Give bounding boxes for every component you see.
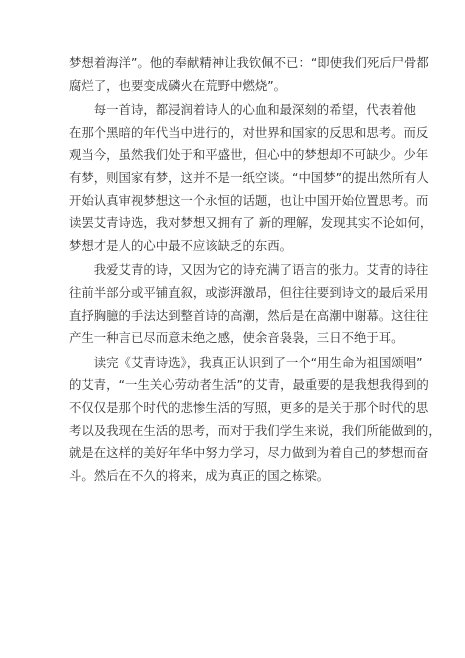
text-line: 腐烂了，也要变成磷火在荒野中燃烧”。	[69, 77, 287, 93]
text-line: 有梦，则国家有梦，这并不是一纸空谈。“中国梦”的提出然所有人	[69, 169, 429, 185]
text-line: 读完《艾青诗选》，我真正认识到了一个“用生命为祖国颂唱”	[69, 354, 423, 370]
paragraph-3	[69, 259, 429, 349]
text-line: 每一首诗，都浸润着诗人的心血和最深刻的希望，代表着他	[69, 102, 416, 118]
text-line: 产生一种言已尽而意未绝之感，使余音袅袅，三日不绝于耳。	[69, 330, 404, 346]
text-line: 考以及我现在生活的思考，而对于我们学生来说，我们所能做到的，	[69, 422, 441, 438]
text-line: 的艾青，“一生关心劳动者生活”的艾青，最重要的是我想我得到的	[69, 377, 429, 393]
text-line: 梦想才是人的心中最不应该缺乏的东西。	[69, 237, 293, 253]
text-line: 读罢艾青诗选，我对梦想又拥有了 新的理解，发现其实不论如何，	[69, 215, 433, 231]
text-line: 我爱艾青的诗，又因为它的诗充满了语言的张力。艾青的诗往	[69, 262, 429, 278]
text-line: 观当今，虽然我们处于和平盛世，但心中的梦想却不可缺少。少年	[69, 147, 429, 163]
document-body	[69, 52, 441, 487]
text-line: 就是在这样的美好年华中努力学习，尽力做到为着自己的梦想而奋	[69, 445, 429, 461]
text-line: 斗。然后在不久的将来，成为真正的国之栋梁。	[69, 467, 330, 483]
paragraph-2	[69, 99, 433, 257]
text-line: 往前半部分或平铺直叙，或澎湃激昂，但往往要到诗文的最后采用	[69, 284, 429, 300]
paragraph-1	[69, 52, 429, 97]
text-line: 不仅仅是那个时代的悲惨生活的写照，更多的是关于那个时代的思	[69, 399, 429, 415]
text-line: 直抒胸臆的手法达到整首诗的高潮，然后是在高潮中谢幕。这往往	[69, 307, 429, 323]
text-line: 梦想着海洋”。他的奉献精神让我钦佩不已：“即使我们死后尸骨都	[69, 55, 429, 70]
text-line: 在那个黑暗的年代当中进行的，对世界和国家的反思和思考。而反	[69, 124, 429, 140]
text-line: 开始认真审视梦想这一个永恒的话题，也让中国开始位置思考。而	[69, 192, 429, 208]
paragraph-4	[69, 352, 441, 488]
